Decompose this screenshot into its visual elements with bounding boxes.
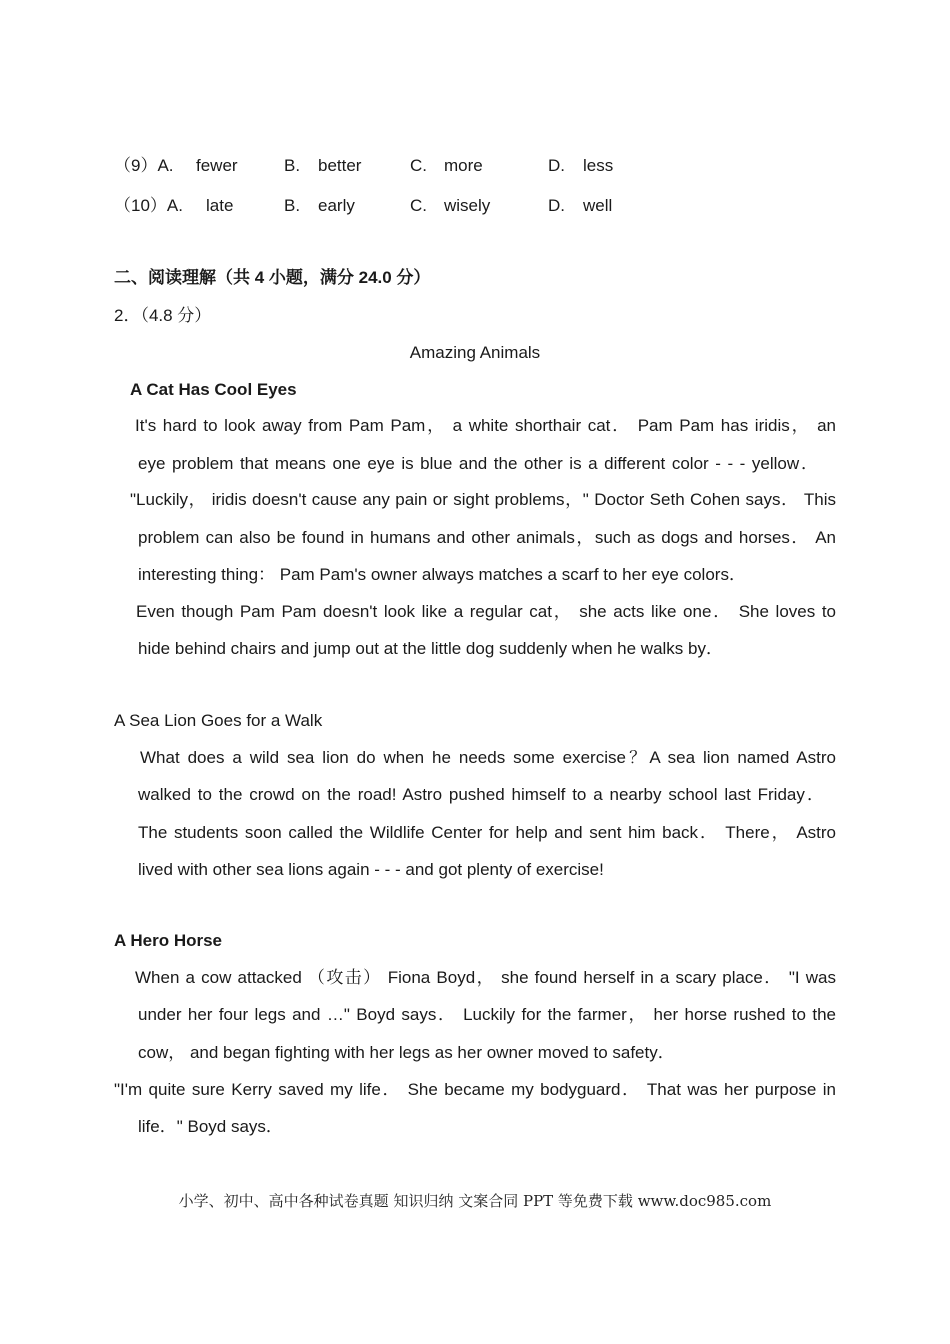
option-b-label: B. <box>284 196 301 215</box>
horse-line-5: life．" Boyd says． <box>138 1117 283 1136</box>
option-b: early <box>318 196 355 215</box>
sealion-line-1: What does a wild sea lion do when he needs some exercise？A sea lion named Astro <box>140 748 836 767</box>
horse-line-3: cow， and began fighting with her legs as her owner moved to safety． <box>138 1043 675 1062</box>
option-b-label: B. <box>284 156 301 175</box>
page-footer: 小学、初中、高中各种试卷真题 知识归纳 文案合同 PPT 等免费下载 www.doc985.com <box>178 1192 772 1210</box>
option-c-label: C. <box>410 156 427 175</box>
horse-line-1: When a cow attacked （攻击） Fiona Boyd， she found herself in a scary place． "I was <box>135 968 836 987</box>
cat-line-1: It's hard to look away from Pam Pam， a white shorthair cat． Pam Pam has iridis， an <box>135 416 836 435</box>
option-c: more <box>444 156 483 175</box>
cat-heading: A Cat Has Cool Eyes <box>130 380 297 399</box>
passage-title: Amazing Animals <box>409 343 541 362</box>
option-c-label: C. <box>410 196 427 215</box>
sealion-line-3: The students soon called the Wildlife Center for help and sent him back． There， Astro <box>138 823 836 842</box>
horse-heading: A Hero Horse <box>114 931 223 950</box>
section-heading: 二、阅读理解（共 4 小题，满分 24.0 分） <box>114 268 431 287</box>
option-d-label: D. <box>548 196 565 215</box>
option-b: better <box>318 156 362 175</box>
question-number: 2．（4.8 分） <box>114 306 212 325</box>
option-number: （9）A. <box>114 156 174 175</box>
option-d-label: D. <box>548 156 565 175</box>
horse-line-4: "I'm quite sure Kerry saved my life． She became my bodyguard． That was her purpose in <box>114 1080 836 1099</box>
option-number: （10）A. <box>114 196 183 215</box>
cat-line-4: problem can also be found in humans and other animals，such as dogs and horses． An <box>138 528 836 547</box>
cat-line-7: hide behind chairs and jump out at the little dog suddenly when he walks by． <box>138 639 723 658</box>
cat-line-6: Even though Pam Pam doesn't look like a regular cat， she acts like one． She loves to <box>136 602 836 621</box>
cat-line-5: interesting thing： Pam Pam's owner always matches a scarf to her eye colors． <box>138 565 746 584</box>
option-a: late <box>206 196 234 215</box>
option-d: well <box>583 196 613 215</box>
sealion-line-2: walked to the crowd on the road! Astro pushed himself to a nearby school last Friday． <box>138 785 824 804</box>
horse-line-2: under her four legs and …" Boyd says． Luckily for the farmer， her horse rushed to the <box>138 1005 836 1024</box>
cat-line-2: eye problem that means one eye is blue and the other is a different color - - - yellow． <box>138 454 818 473</box>
sealion-heading: A Sea Lion Goes for a Walk <box>114 711 323 730</box>
option-c: wisely <box>444 196 491 215</box>
sealion-line-4: lived with other sea lions again - - - and got plenty of exercise! <box>138 860 604 879</box>
cat-line-3: "Luckily， iridis doesn't cause any pain or sight problems，" Doctor Seth Cohen says． This <box>130 490 836 509</box>
option-d: less <box>583 156 614 175</box>
option-a: fewer <box>196 156 238 175</box>
